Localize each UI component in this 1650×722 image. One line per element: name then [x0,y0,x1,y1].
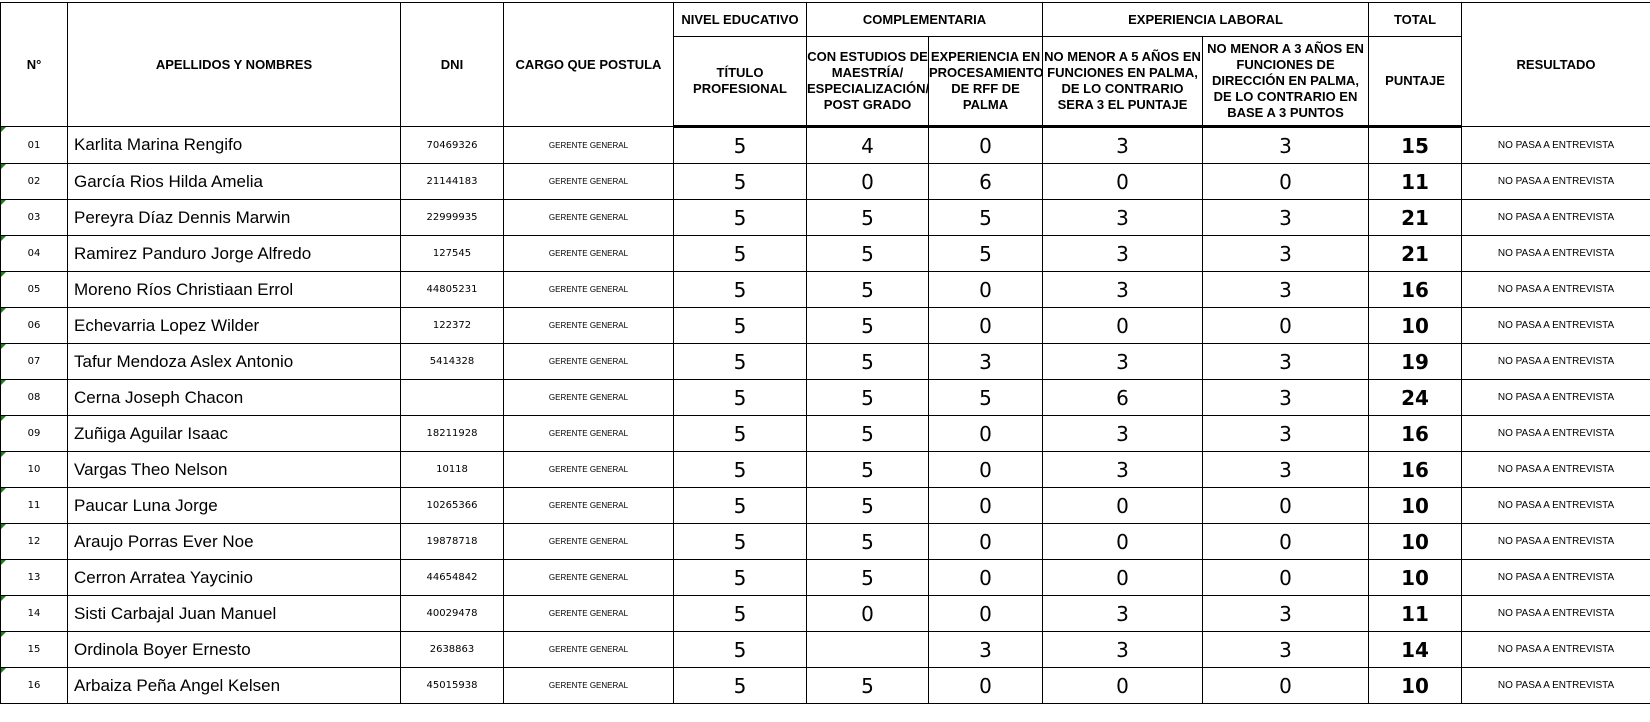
rff-score[interactable]: 0 [929,452,1043,488]
row-number[interactable]: 13 [1,560,68,596]
titulo-score[interactable]: 5 [674,452,807,488]
cinco-anos-score[interactable]: 0 [1043,488,1203,524]
row-number[interactable]: 16 [1,668,68,704]
total-score[interactable]: 24 [1369,380,1462,416]
total-score[interactable]: 21 [1369,236,1462,272]
rff-score[interactable]: 0 [929,596,1043,632]
maestria-score[interactable]: 0 [807,164,929,200]
resultado-cell[interactable]: NO PASA A ENTREVISTA [1462,344,1650,380]
tres-anos-score[interactable]: 0 [1203,668,1369,704]
maestria-score[interactable]: 5 [807,236,929,272]
applicant-name[interactable]: Ramirez Panduro Jorge Alfredo [68,236,401,272]
header-cinco-anos: NO MENOR A 5 AÑOS EN FUNCIONES EN PALMA, DE LO CONTRARIO SERA 3 EL PUNTAJE [1043,37,1203,127]
cinco-anos-score[interactable]: 3 [1043,272,1203,308]
applicant-name[interactable]: Karlita Marina Rengifo [68,127,401,164]
rff-score[interactable]: 0 [929,416,1043,452]
tres-anos-score[interactable]: 0 [1203,524,1369,560]
resultado-cell[interactable]: NO PASA A ENTREVISTA [1462,380,1650,416]
tres-anos-score[interactable]: 0 [1203,308,1369,344]
cargo-cell[interactable]: GERENTE GENERAL [504,127,674,164]
total-score[interactable]: 16 [1369,452,1462,488]
titulo-score[interactable]: 5 [674,200,807,236]
resultado-cell[interactable]: NO PASA A ENTREVISTA [1462,632,1650,668]
row-number[interactable]: 05 [1,272,68,308]
row-number[interactable]: 04 [1,236,68,272]
dni-cell[interactable]: 45015938 [401,668,504,704]
row-number[interactable]: 02 [1,164,68,200]
applicant-name[interactable]: Arbaiza Peña Angel Kelsen [68,668,401,704]
applicant-name[interactable]: Pereyra Díaz Dennis Marwin [68,200,401,236]
tres-anos-score[interactable]: 3 [1203,344,1369,380]
maestria-score[interactable]: 5 [807,560,929,596]
evaluation-table [0,2,1650,704]
rff-score[interactable]: 3 [929,632,1043,668]
total-score[interactable]: 19 [1369,344,1462,380]
total-score[interactable]: 11 [1369,164,1462,200]
cinco-anos-score[interactable]: 3 [1043,416,1203,452]
table-row [1,488,1650,524]
total-score[interactable]: 14 [1369,632,1462,668]
titulo-score[interactable]: 5 [674,560,807,596]
tres-anos-score[interactable]: 3 [1203,272,1369,308]
dni-cell[interactable]: 44805231 [401,272,504,308]
resultado-cell[interactable]: NO PASA A ENTREVISTA [1462,200,1650,236]
maestria-score[interactable]: 5 [807,452,929,488]
maestria-score[interactable]: 0 [807,596,929,632]
titulo-score[interactable]: 5 [674,524,807,560]
dni-cell[interactable]: 18211928 [401,416,504,452]
table-row [1,127,1650,164]
table-row [1,452,1650,488]
cargo-cell[interactable]: GERENTE GENERAL [504,596,674,632]
cargo-cell[interactable]: GERENTE GENERAL [504,524,674,560]
total-score[interactable]: 11 [1369,596,1462,632]
titulo-score[interactable]: 5 [674,164,807,200]
table-row [1,416,1650,452]
total-score[interactable]: 10 [1369,524,1462,560]
cinco-anos-score[interactable]: 3 [1043,596,1203,632]
resultado-cell[interactable]: NO PASA A ENTREVISTA [1462,164,1650,200]
tres-anos-score[interactable]: 0 [1203,560,1369,596]
applicant-name[interactable]: Echevarria Lopez Wilder [68,308,401,344]
dni-cell[interactable]: 10265366 [401,488,504,524]
maestria-score[interactable]: 5 [807,200,929,236]
dni-cell[interactable]: 19878718 [401,524,504,560]
cargo-cell[interactable]: GERENTE GENERAL [504,452,674,488]
rff-score[interactable]: 5 [929,200,1043,236]
tres-anos-score[interactable]: 3 [1203,236,1369,272]
cinco-anos-score[interactable]: 3 [1043,236,1203,272]
header-puntaje: PUNTAJE [1369,37,1462,127]
cargo-cell[interactable]: GERENTE GENERAL [504,236,674,272]
row-number[interactable]: 10 [1,452,68,488]
resultado-cell[interactable]: NO PASA A ENTREVISTA [1462,488,1650,524]
cinco-anos-score[interactable]: 3 [1043,200,1203,236]
cinco-anos-score[interactable]: 0 [1043,524,1203,560]
dni-cell[interactable]: 10118 [401,452,504,488]
dni-cell[interactable]: 40029478 [401,596,504,632]
resultado-cell[interactable]: NO PASA A ENTREVISTA [1462,596,1650,632]
table-row [1,308,1650,344]
resultado-cell[interactable]: NO PASA A ENTREVISTA [1462,452,1650,488]
resultado-cell[interactable]: NO PASA A ENTREVISTA [1462,308,1650,344]
titulo-score[interactable]: 5 [674,668,807,704]
dni-cell[interactable]: 122372 [401,308,504,344]
tres-anos-score[interactable]: 3 [1203,200,1369,236]
header-total: TOTAL [1369,3,1462,37]
maestria-score[interactable]: 5 [807,416,929,452]
resultado-cell[interactable]: NO PASA A ENTREVISTA [1462,416,1650,452]
rff-score[interactable]: 0 [929,668,1043,704]
table-row [1,668,1650,704]
tres-anos-score[interactable]: 3 [1203,596,1369,632]
maestria-score[interactable]: 5 [807,380,929,416]
header-titulo: TÍTULO PROFESIONAL [674,37,807,127]
cinco-anos-score[interactable]: 3 [1043,632,1203,668]
titulo-score[interactable]: 5 [674,488,807,524]
cinco-anos-score[interactable]: 3 [1043,344,1203,380]
titulo-score[interactable]: 5 [674,308,807,344]
applicant-name[interactable]: García Rios Hilda Amelia [68,164,401,200]
maestria-score[interactable]: 5 [807,524,929,560]
titulo-score[interactable]: 5 [674,344,807,380]
table-row [1,560,1650,596]
dni-cell[interactable]: 22999935 [401,200,504,236]
dni-cell[interactable]: 70469326 [401,127,504,164]
resultado-cell[interactable]: NO PASA A ENTREVISTA [1462,524,1650,560]
rff-score[interactable]: 0 [929,127,1043,164]
total-score[interactable]: 10 [1369,668,1462,704]
cargo-cell[interactable]: GERENTE GENERAL [504,200,674,236]
tres-anos-score[interactable]: 3 [1203,416,1369,452]
cargo-cell[interactable]: GERENTE GENERAL [504,164,674,200]
dni-cell[interactable]: 2638863 [401,632,504,668]
row-number[interactable]: 12 [1,524,68,560]
cargo-cell[interactable]: GERENTE GENERAL [504,488,674,524]
row-number[interactable]: 03 [1,200,68,236]
row-number[interactable]: 09 [1,416,68,452]
applicant-name[interactable]: Ordinola Boyer Ernesto [68,632,401,668]
applicant-name[interactable]: Sisti Carbajal Juan Manuel [68,596,401,632]
header-dni: DNI [401,3,504,127]
dni-cell[interactable] [401,380,504,416]
applicant-name[interactable]: Tafur Mendoza Aslex Antonio [68,344,401,380]
cargo-cell[interactable]: GERENTE GENERAL [504,416,674,452]
row-number[interactable]: 01 [1,127,68,164]
applicant-name[interactable]: Araujo Porras Ever Noe [68,524,401,560]
resultado-cell[interactable]: NO PASA A ENTREVISTA [1462,127,1650,164]
tres-anos-score[interactable]: 0 [1203,488,1369,524]
rff-score[interactable]: 6 [929,164,1043,200]
maestria-score[interactable] [807,632,929,668]
resultado-cell[interactable]: NO PASA A ENTREVISTA [1462,272,1650,308]
maestria-score[interactable]: 5 [807,668,929,704]
row-number[interactable]: 11 [1,488,68,524]
row-number[interactable]: 14 [1,596,68,632]
total-score[interactable]: 21 [1369,200,1462,236]
resultado-cell[interactable]: NO PASA A ENTREVISTA [1462,560,1650,596]
table-row [1,200,1650,236]
rff-score[interactable]: 3 [929,344,1043,380]
cargo-cell[interactable]: GERENTE GENERAL [504,632,674,668]
total-score[interactable]: 15 [1369,127,1462,164]
row-number[interactable]: 07 [1,344,68,380]
titulo-score[interactable]: 5 [674,632,807,668]
titulo-score[interactable]: 5 [674,236,807,272]
total-score[interactable]: 10 [1369,488,1462,524]
header-complementaria: COMPLEMENTARIA [807,3,1043,37]
rff-score[interactable]: 5 [929,236,1043,272]
header-experiencia-laboral: EXPERIENCIA LABORAL [1043,3,1369,37]
cinco-anos-score[interactable]: 6 [1043,380,1203,416]
dni-cell[interactable]: 5414328 [401,344,504,380]
cargo-cell[interactable]: GERENTE GENERAL [504,668,674,704]
rff-score[interactable]: 5 [929,380,1043,416]
cinco-anos-score[interactable]: 0 [1043,560,1203,596]
row-number[interactable]: 08 [1,380,68,416]
tres-anos-score[interactable]: 0 [1203,164,1369,200]
titulo-score[interactable]: 5 [674,380,807,416]
tres-anos-score[interactable]: 3 [1203,127,1369,164]
total-score[interactable]: 16 [1369,272,1462,308]
cargo-cell[interactable]: GERENTE GENERAL [504,308,674,344]
applicant-name[interactable]: Zuñiga Aguilar Isaac [68,416,401,452]
table-row [1,164,1650,200]
rff-score[interactable]: 0 [929,524,1043,560]
applicant-name[interactable]: Paucar Luna Jorge [68,488,401,524]
table-row [1,596,1650,632]
table-row [1,272,1650,308]
maestria-score[interactable]: 5 [807,272,929,308]
cinco-anos-score[interactable]: 3 [1043,452,1203,488]
cargo-cell[interactable]: GERENTE GENERAL [504,272,674,308]
maestria-score[interactable]: 5 [807,488,929,524]
maestria-score[interactable]: 4 [807,127,929,164]
applicant-name[interactable]: Cerron Arratea Yaycinio [68,560,401,596]
maestria-score[interactable]: 5 [807,344,929,380]
rff-score[interactable]: 0 [929,308,1043,344]
row-number[interactable]: 15 [1,632,68,668]
table-row [1,524,1650,560]
cinco-anos-score[interactable]: 0 [1043,308,1203,344]
applicant-name[interactable]: Cerna Joseph Chacon [68,380,401,416]
cargo-cell[interactable]: GERENTE GENERAL [504,380,674,416]
titulo-score[interactable]: 5 [674,416,807,452]
header-name: APELLIDOS Y NOMBRES [68,3,401,127]
tres-anos-score[interactable]: 3 [1203,380,1369,416]
total-score[interactable]: 10 [1369,560,1462,596]
rff-score[interactable]: 0 [929,560,1043,596]
header-resultado: RESULTADO [1462,3,1650,127]
applicant-name[interactable]: Vargas Theo Nelson [68,452,401,488]
applicant-name[interactable]: Moreno Ríos Christiaan Errol [68,272,401,308]
total-score[interactable]: 10 [1369,308,1462,344]
total-score[interactable]: 16 [1369,416,1462,452]
header-cargo: CARGO QUE POSTULA [504,3,674,127]
dni-cell[interactable]: 127545 [401,236,504,272]
header-rff: EXPERIENCIA EN PROCESAMIENTO DE RFF DE PALMA [929,37,1043,127]
titulo-score[interactable]: 5 [674,127,807,164]
cinco-anos-score[interactable]: 0 [1043,164,1203,200]
header-maestria: CON ESTUDIOS DE MAESTRÍA/ ESPECIALIZACIÓN/ POST GRADO [807,37,929,127]
table-row [1,380,1650,416]
cargo-cell[interactable]: GERENTE GENERAL [504,344,674,380]
titulo-score[interactable]: 5 [674,596,807,632]
header-num: N° [1,3,68,127]
resultado-cell[interactable]: NO PASA A ENTREVISTA [1462,668,1650,704]
table-row [1,344,1650,380]
resultado-cell[interactable]: NO PASA A ENTREVISTA [1462,236,1650,272]
cinco-anos-score[interactable]: 3 [1043,127,1203,164]
dni-cell[interactable]: 21144183 [401,164,504,200]
table-row [1,632,1650,668]
dni-cell[interactable]: 44654842 [401,560,504,596]
titulo-score[interactable]: 5 [674,272,807,308]
rff-score[interactable]: 0 [929,488,1043,524]
rff-score[interactable]: 0 [929,272,1043,308]
cargo-cell[interactable]: GERENTE GENERAL [504,560,674,596]
header-tres-anos: NO MENOR A 3 AÑOS EN FUNCIONES DE DIRECCIÓN EN PALMA, DE LO CONTRARIO EN BASE A 3 PUNTOS [1203,37,1369,127]
maestria-score[interactable]: 5 [807,308,929,344]
tres-anos-score[interactable]: 3 [1203,632,1369,668]
tres-anos-score[interactable]: 3 [1203,452,1369,488]
table-row [1,236,1650,272]
cinco-anos-score[interactable]: 0 [1043,668,1203,704]
row-number[interactable]: 06 [1,308,68,344]
header-nivel-educativo: NIVEL EDUCATIVO [674,3,807,37]
